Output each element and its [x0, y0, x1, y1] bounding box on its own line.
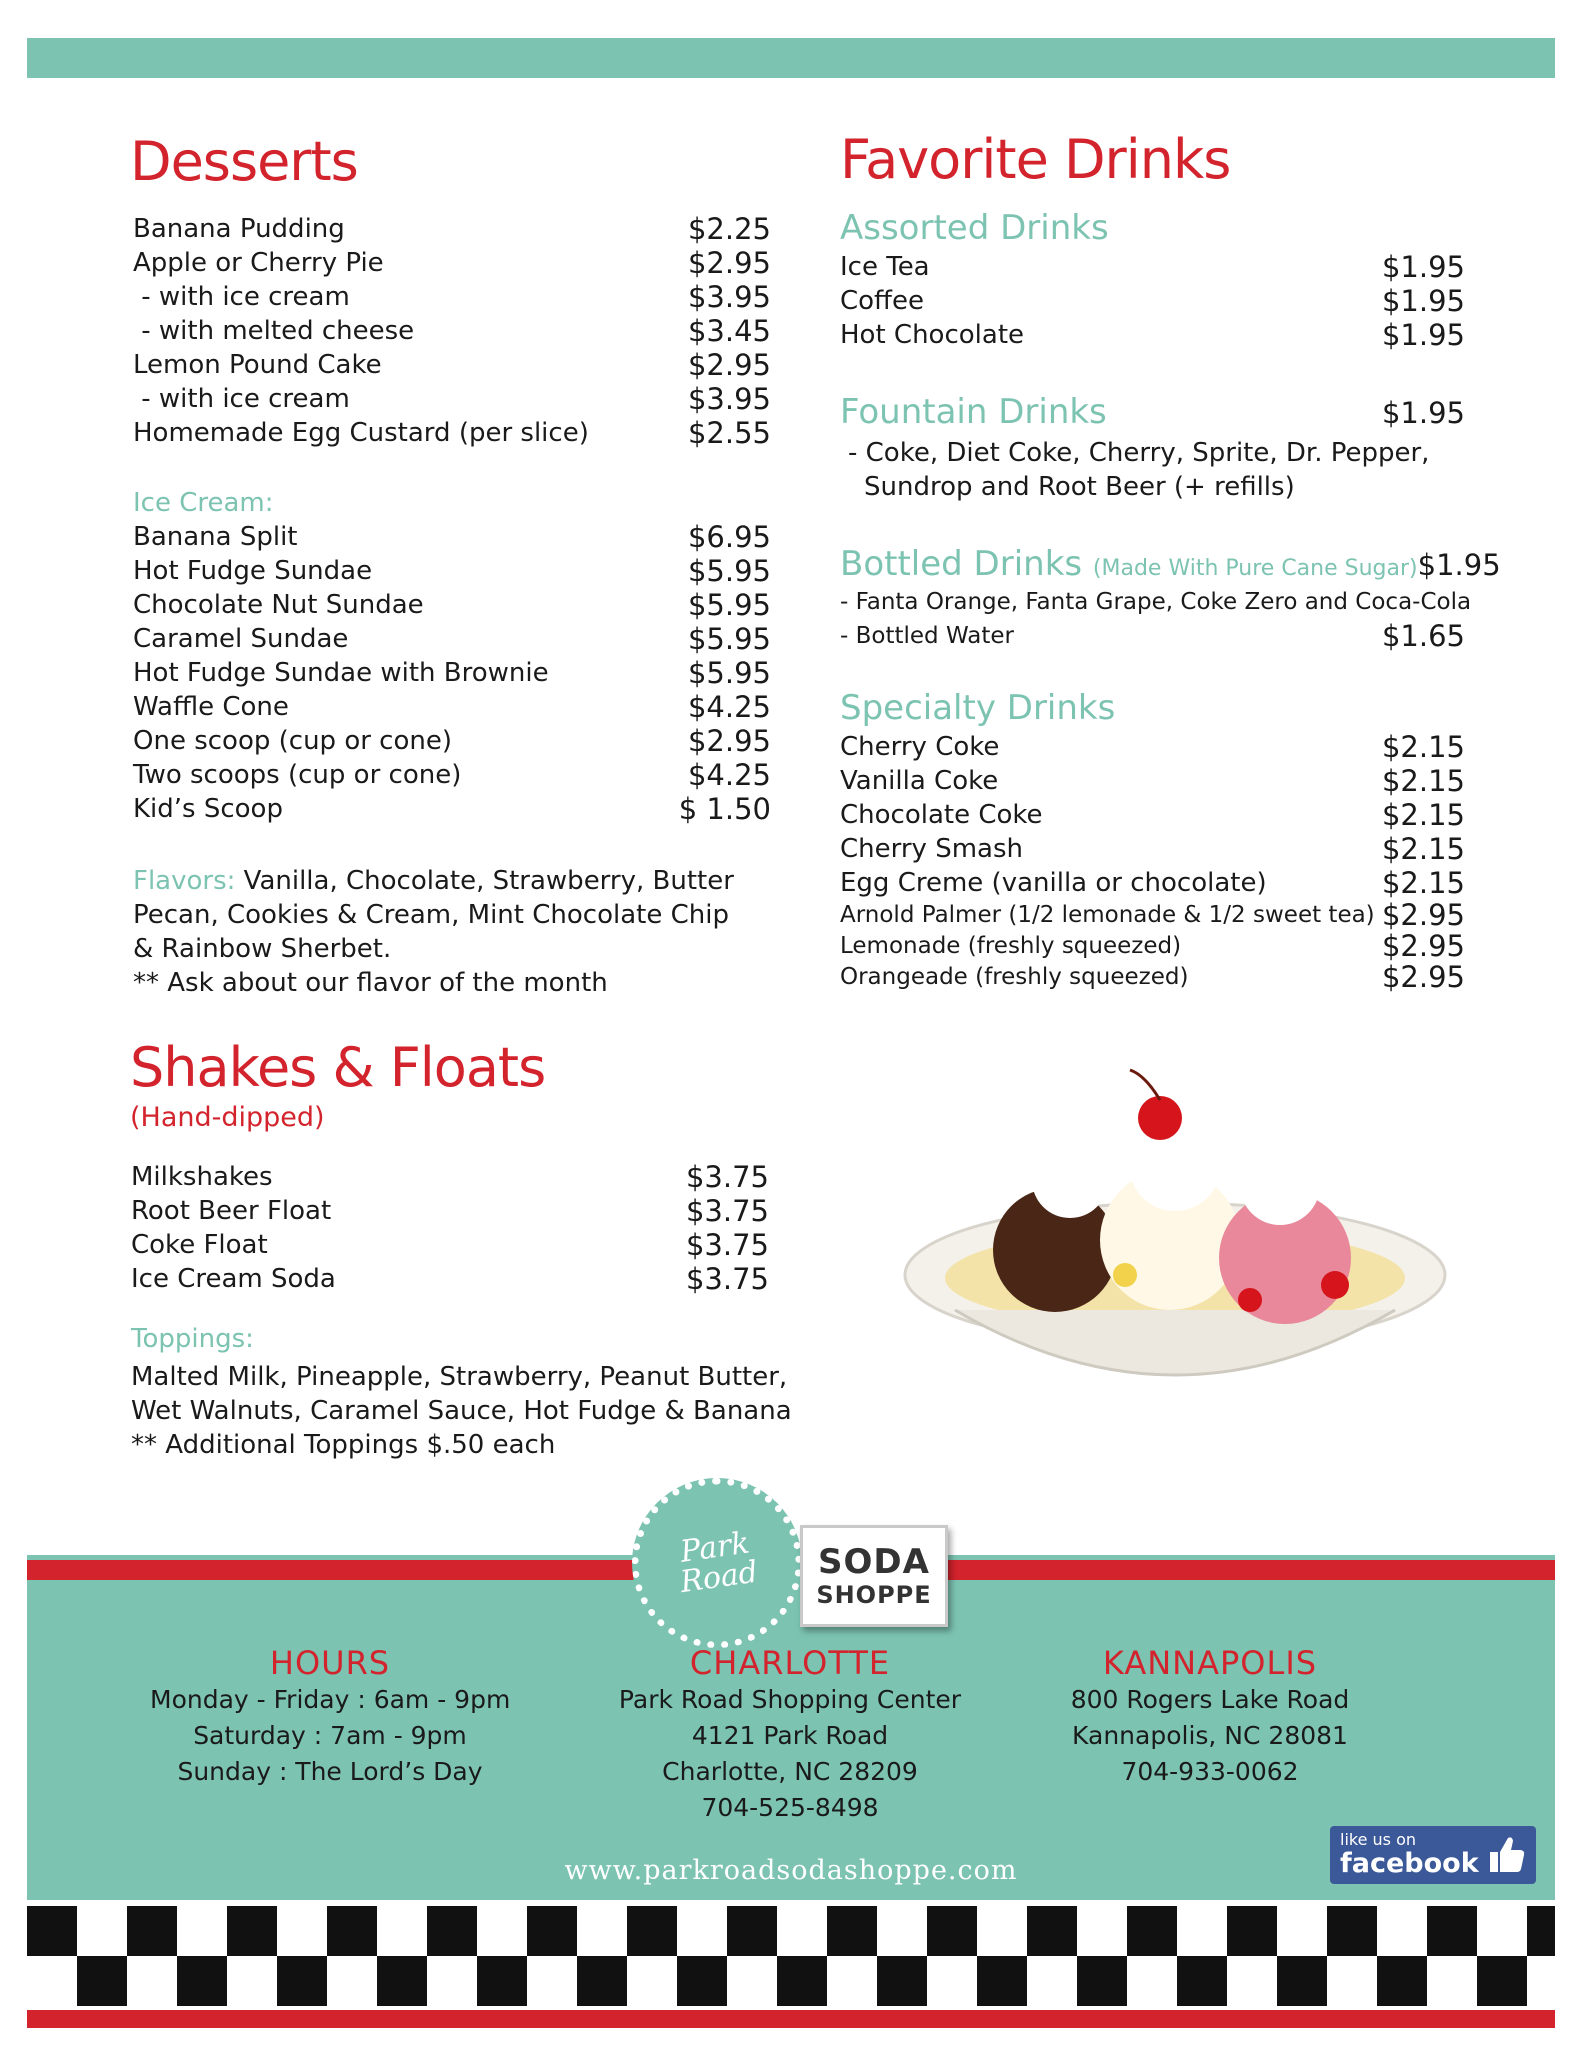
menu-item	[131, 1160, 769, 1194]
item-name: - with ice cream	[133, 282, 350, 312]
checker-square	[177, 1906, 227, 1956]
checker-square	[1027, 1956, 1077, 2006]
item-name: Caramel Sundae	[133, 624, 349, 654]
menu-item	[840, 832, 1465, 866]
item-price: $1.65	[1381, 619, 1465, 653]
menu-item	[840, 900, 1465, 931]
checker-square	[877, 1906, 927, 1956]
toppings-text: Malted Milk, Pineapple, Strawberry, Peanut Butter,	[131, 1362, 788, 1392]
hours-column	[150, 1644, 510, 1790]
checker-square	[77, 1956, 127, 2006]
checker-square	[727, 1906, 777, 1956]
bottled-header	[840, 544, 1501, 584]
bottled-title: Bottled Drinks	[840, 544, 1083, 584]
menu-item	[840, 962, 1465, 993]
checker-square	[1177, 1906, 1227, 1956]
checkerboard-border	[27, 1906, 1555, 2006]
charlotte-column	[600, 1644, 980, 1826]
menu-item	[131, 1194, 769, 1228]
item-price: $ 1.50	[678, 792, 771, 826]
checker-square	[1077, 1906, 1127, 1956]
item-price: $5.95	[687, 656, 771, 690]
logo-soda-text: SODA	[818, 1542, 930, 1582]
checker-square	[327, 1906, 377, 1956]
checker-square	[527, 1956, 577, 2006]
phone-number: 704-525-8498	[701, 1793, 879, 1822]
kannapolis-column	[1040, 1644, 1380, 1790]
menu-item	[133, 792, 771, 826]
fountain-drinks-label: Fountain Drinks	[840, 392, 1107, 432]
menu-item	[133, 314, 771, 348]
item-price: $2.15	[1381, 730, 1465, 764]
item-price: $2.15	[1381, 866, 1465, 900]
item-price: $1.95	[1381, 318, 1465, 352]
checker-square	[827, 1906, 877, 1956]
checker-square	[1277, 1906, 1327, 1956]
menu-item	[133, 588, 771, 622]
checker-square	[1477, 1906, 1527, 1956]
item-price: $5.95	[687, 622, 771, 656]
item-price: $5.95	[687, 554, 771, 588]
item-price: $2.95	[1381, 898, 1465, 932]
address-line: Charlotte, NC 28209	[662, 1757, 918, 1786]
checker-square	[1127, 1906, 1177, 1956]
item-price: $1.95	[1381, 284, 1465, 318]
address-line: Park Road Shopping Center	[618, 1685, 962, 1714]
thumbs-up-icon	[1486, 1834, 1526, 1876]
bottom-red-stripe	[27, 2010, 1555, 2028]
checker-square	[527, 1906, 577, 1956]
item-name: Kid’s Scoop	[133, 794, 283, 824]
item-name: Egg Creme (vanilla or chocolate)	[840, 868, 1267, 898]
checker-square	[227, 1956, 277, 2006]
item-name: Root Beer Float	[131, 1196, 332, 1226]
item-price: $3.75	[685, 1262, 769, 1296]
shakes-subtitle: (Hand-dipped)	[130, 1102, 325, 1133]
flavors-note: ** Ask about our flavor of the month	[133, 968, 608, 998]
item-price: $3.75	[685, 1160, 769, 1194]
checker-square	[227, 1906, 277, 1956]
checker-square	[327, 1956, 377, 2006]
checker-square	[177, 1956, 227, 2006]
toppings-text: Wet Walnuts, Caramel Sauce, Hot Fudge & Banana	[131, 1396, 792, 1426]
fountain-desc	[848, 436, 1429, 504]
specialty-drinks-label: Specialty Drinks	[840, 688, 1116, 728]
desserts-title: Desserts	[130, 130, 358, 193]
item-name: One scoop (cup or cone)	[133, 726, 452, 756]
checker-square	[427, 1956, 477, 2006]
menu-item	[133, 690, 771, 724]
address-line: Kannapolis, NC 28081	[1072, 1721, 1348, 1750]
item-name: Two scoops (cup or cone)	[133, 760, 462, 790]
item-name: - Bottled Water	[840, 623, 1014, 649]
item-name: Cherry Smash	[840, 834, 1023, 864]
toppings-note: ** Additional Toppings $.50 each	[131, 1430, 556, 1460]
item-price: $2.55	[687, 416, 771, 450]
menu-item	[840, 730, 1465, 764]
toppings-label: Toppings:	[131, 1324, 254, 1354]
menu-item	[133, 382, 771, 416]
assorted-list	[840, 250, 1465, 352]
flavors-text: Vanilla, Chocolate, Strawberry, Butter	[235, 866, 734, 896]
item-price: $2.95	[1381, 929, 1465, 963]
menu-item	[133, 212, 771, 246]
checker-square	[777, 1906, 827, 1956]
facebook-wordmark: facebook	[1340, 1848, 1479, 1879]
checker-square	[927, 1956, 977, 2006]
menu-item	[133, 348, 771, 382]
checker-square	[277, 1956, 327, 2006]
checker-square	[727, 1956, 777, 2006]
hours-line: Sunday : The Lord’s Day	[177, 1757, 483, 1786]
hours-line: Monday - Friday : 6am - 9pm	[150, 1685, 511, 1714]
item-name: Chocolate Coke	[840, 800, 1043, 830]
checker-square	[927, 1906, 977, 1956]
item-price: $6.95	[687, 520, 771, 554]
top-accent-bar	[27, 38, 1555, 78]
hours-title: HOURS	[269, 1644, 391, 1682]
item-price: $4.25	[687, 758, 771, 792]
ice-cream-list	[133, 520, 771, 826]
checker-square	[1477, 1956, 1527, 2006]
item-price: $2.95	[687, 246, 771, 280]
checker-square	[27, 1906, 77, 1956]
item-name: Ice Tea	[840, 252, 930, 282]
menu-item	[840, 798, 1465, 832]
item-price: $2.25	[687, 212, 771, 246]
item-name: Hot Fudge Sundae	[133, 556, 373, 586]
flavors-label: Flavors:	[133, 866, 236, 896]
park-road-logo-badge	[632, 1478, 802, 1648]
menu-item	[133, 554, 771, 588]
checker-square	[627, 1906, 677, 1956]
checker-square	[827, 1956, 877, 2006]
item-name: Banana Split	[133, 522, 298, 552]
checker-square	[1527, 1906, 1555, 1956]
menu-item	[133, 246, 771, 280]
fountain-text: - Coke, Diet Coke, Cherry, Sprite, Dr. Pepper,	[848, 438, 1430, 468]
toppings-block	[131, 1360, 792, 1462]
checker-square	[677, 1956, 727, 2006]
item-name: Coffee	[840, 286, 924, 316]
checker-square	[1427, 1956, 1477, 2006]
checker-square	[877, 1956, 927, 2006]
checker-square	[1077, 1956, 1127, 2006]
menu-item	[840, 764, 1465, 798]
checker-square	[1127, 1956, 1177, 2006]
soda-shoppe-logo-box	[800, 1525, 948, 1627]
checker-square	[477, 1956, 527, 2006]
item-price: $2.15	[1381, 832, 1465, 866]
item-name: Ice Cream Soda	[131, 1264, 336, 1294]
checker-square	[777, 1956, 827, 2006]
checker-square	[377, 1906, 427, 1956]
menu-item	[133, 280, 771, 314]
checker-square	[1177, 1956, 1227, 2006]
item-price: $5.95	[687, 588, 771, 622]
item-price: $3.45	[687, 314, 771, 348]
specialty-list	[840, 730, 1465, 993]
item-name: Vanilla Coke	[840, 766, 999, 796]
checker-square	[1527, 1956, 1555, 2006]
address-line: 4121 Park Road	[691, 1721, 889, 1750]
menu-item	[840, 318, 1465, 352]
bottled-note: (Made With Pure Cane Sugar)	[1092, 556, 1418, 581]
item-name: Arnold Palmer (1/2 lemonade & 1/2 sweet tea)	[840, 902, 1375, 928]
facebook-tagline: like us on	[1340, 1830, 1417, 1849]
menu-item	[840, 250, 1465, 284]
menu-item	[840, 284, 1465, 318]
item-name: Homemade Egg Custard (per slice)	[133, 418, 589, 448]
item-name: Milkshakes	[131, 1162, 273, 1192]
flavors-block	[133, 864, 773, 1000]
item-name: Waffle Cone	[133, 692, 289, 722]
item-price: $2.95	[687, 348, 771, 382]
checker-square	[127, 1906, 177, 1956]
menu-item	[131, 1262, 769, 1296]
item-name: Lemonade (freshly squeezed)	[840, 933, 1182, 959]
menu-item	[133, 758, 771, 792]
item-name: Chocolate Nut Sundae	[133, 590, 424, 620]
item-price: $1.95	[1417, 548, 1501, 582]
menu-item	[840, 931, 1465, 962]
fountain-header	[840, 392, 1465, 432]
item-price: $2.95	[1381, 960, 1465, 994]
bottled-text: - Fanta Orange, Fanta Grape, Coke Zero and Coca-Cola	[840, 589, 1472, 615]
checker-square	[1427, 1906, 1477, 1956]
checker-square	[677, 1906, 727, 1956]
assorted-drinks-label: Assorted Drinks	[840, 208, 1109, 248]
item-price: $3.95	[687, 280, 771, 314]
checker-square	[277, 1906, 327, 1956]
checker-square	[1327, 1956, 1377, 2006]
item-price: $3.75	[685, 1194, 769, 1228]
ice-cream-label: Ice Cream:	[133, 488, 274, 518]
bottled-list	[840, 586, 1472, 654]
checker-square	[1377, 1956, 1427, 2006]
menu-item	[131, 1228, 769, 1262]
logo-shoppe-text: SHOPPE	[816, 1581, 932, 1609]
checker-square	[27, 1956, 77, 2006]
item-name: Cherry Coke	[840, 732, 1000, 762]
checker-square	[77, 1906, 127, 1956]
item-name: Hot Chocolate	[840, 320, 1025, 350]
item-name: Coke Float	[131, 1230, 268, 1260]
desserts-list	[133, 212, 771, 450]
item-price: $1.95	[1381, 396, 1465, 430]
item-price: $2.95	[687, 724, 771, 758]
shakes-list	[131, 1160, 769, 1296]
kannapolis-title: KANNAPOLIS	[1102, 1644, 1318, 1682]
checker-square	[477, 1906, 527, 1956]
item-price: $4.25	[687, 690, 771, 724]
website-link[interactable]: www.parkroadsodashoppe.com	[564, 1855, 1018, 1886]
item-name: Orangeade (freshly squeezed)	[840, 964, 1189, 990]
address-line: 800 Rogers Lake Road	[1070, 1685, 1350, 1714]
checker-square	[627, 1956, 677, 2006]
item-name: - with ice cream	[133, 384, 350, 414]
facebook-like-badge[interactable]	[1330, 1826, 1536, 1884]
checker-square	[977, 1956, 1027, 2006]
checker-square	[577, 1956, 627, 2006]
drinks-title: Favorite Drinks	[840, 128, 1231, 191]
item-name: - with melted cheese	[133, 316, 415, 346]
item-price: $2.15	[1381, 798, 1465, 832]
phone-number: 704-933-0062	[1121, 1757, 1299, 1786]
charlotte-title: CHARLOTTE	[689, 1644, 891, 1682]
item-price: $1.95	[1381, 250, 1465, 284]
checker-square	[1227, 1906, 1277, 1956]
flavors-text: & Rainbow Sherbet.	[133, 934, 392, 964]
menu-item	[133, 724, 771, 758]
item-name: Banana Pudding	[133, 214, 345, 244]
banana-split-image	[895, 1060, 1455, 1410]
checker-square	[127, 1956, 177, 2006]
item-price: $2.15	[1381, 764, 1465, 798]
checker-square	[427, 1906, 477, 1956]
flavors-text: Pecan, Cookies & Cream, Mint Chocolate Chip	[133, 900, 729, 930]
item-name: Hot Fudge Sundae with Brownie	[133, 658, 549, 688]
logo-script-text: Park Road	[678, 1525, 760, 1601]
menu-item	[133, 622, 771, 656]
item-price: $3.95	[687, 382, 771, 416]
checker-square	[1277, 1956, 1327, 2006]
checker-square	[977, 1906, 1027, 1956]
checker-square	[377, 1956, 427, 2006]
item-price: $3.75	[685, 1228, 769, 1262]
bottled-drinks-label	[840, 544, 1418, 584]
shakes-title: Shakes & Floats	[130, 1036, 546, 1099]
menu-item	[133, 520, 771, 554]
hours-line: Saturday : 7am - 9pm	[193, 1721, 467, 1750]
menu-item	[133, 416, 771, 450]
menu-item	[840, 866, 1465, 900]
checker-square	[577, 1906, 627, 1956]
menu-item	[133, 656, 771, 690]
fountain-text: Sundrop and Root Beer (+ refills)	[864, 472, 1295, 502]
item-name: Lemon Pound Cake	[133, 350, 382, 380]
item-name: Apple or Cherry Pie	[133, 248, 384, 278]
checker-square	[1027, 1906, 1077, 1956]
menu-item	[840, 618, 1465, 654]
checker-square	[1377, 1906, 1427, 1956]
checker-square	[1327, 1906, 1377, 1956]
checker-square	[1227, 1956, 1277, 2006]
